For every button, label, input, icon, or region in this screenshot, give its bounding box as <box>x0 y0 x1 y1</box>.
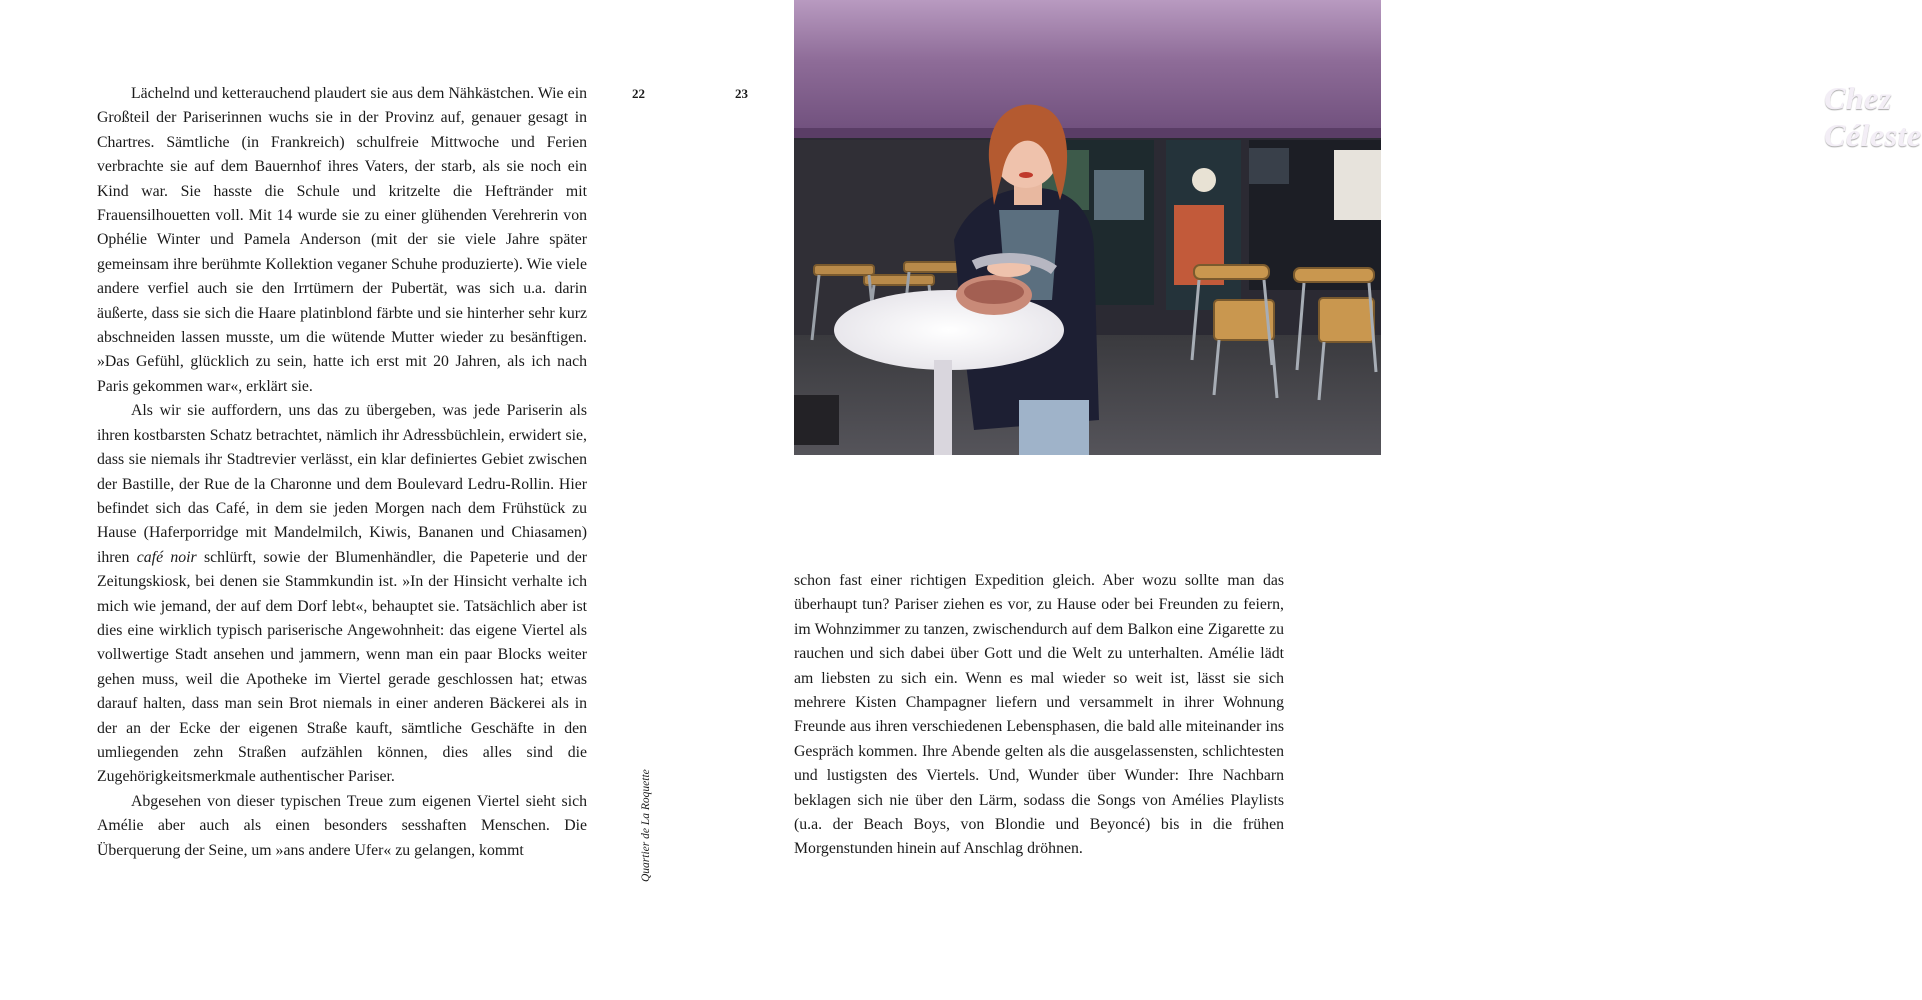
cafe-photo <box>794 0 1922 455</box>
left-page-text <box>97 82 587 863</box>
page-number-left: 22 <box>632 86 645 101</box>
paragraph-right: schon fast einer richtigen Expedition gleich. Aber wozu sollte man das überhaupt tun? Pariser ziehen es vor, zu Hause oder bei Freunden zu feiern, im Wohnzimmer zu tanzen, zwischendurch auf dem Balkon eine Zigarette zu rauchen und sich dabei über Gott und die Welt zu unterhalten. Amélie lädt am liebsten zu sich ein. Wenn es mal wieder so weit ist, lässt sie sich mehrere Kisten Champagner liefern und versammelt in ihrer Wohnung Freunde aus ihren verschiedenen Lebensphasen, die bald alle miteinander ins Gespräch kommen. Ihre Abende gelten als die ausgelassensten, schlichtesten und lustigsten des Viertels. Und, Wunder über Wunder: Ihre Nachbarn beklagen sich nie über den Lärm, sodass die Songs von Amélies Playlists (u.a. der Beach Boys, von Blondie und Beyoncé) bis in die frühen Morgenstunden hinein auf Anschlag dröhnen. <box>794 572 1284 858</box>
emphasis-cafe-noir: café noir <box>136 548 197 566</box>
paragraph-3: Abgesehen von dieser typischen Treue zum eigenen Viertel sieht sich Amélie aber auch als einen besonders sesshaften Menschen. Die Überquerung der Seine, um »ans andere Ufer« zu gelangen, kommt <box>97 792 587 859</box>
cafe-sign-text: Chez Céleste <box>1824 80 1922 153</box>
right-page-text <box>794 569 1284 862</box>
photo-illustration <box>794 0 1381 455</box>
paragraph-1: Lächelnd und ketterauchend plaudert sie aus dem Nähkästchen. Wie ein Großteil der Pariserinnen wuchs sie in der Provinz auf, genauer gesagt in Chartres. Sämtliche (in Frankreich) schulfreie Mittwoche und Ferien verbrachte sie auf dem Bauernhof ihres Vaters, der starb, als sie noch ein Kind war. Sie hasste die Schule und kritzelte die Heftränder mit Frauensilhouetten voll. Mit 14 wurde sie zu einer glühenden Verehrerin von Ophélie Winter und Pamela Anderson (mit der sie viele Jahre später gemeinsam ihre berühmte Kollektion veganer Schuhe produzierte). Wie viele andere verfiel auch sie den Irrtümern der Pubertät, was sich u.a. darin äußerte, dass sie sich die Haare platinblond färbte und sie hinterher sehr kurz abschneiden lassen musste, um die wütende Mutter wieder zu besänftigen. »Das Gefühl, glücklich zu sein, hatte ich erst mit 20 Jahren, als ich nach Paris gekommen war«, erklärt sie. <box>97 85 587 395</box>
page-number-right: 23 <box>735 86 748 101</box>
running-head: Quartier de La Roquette <box>640 769 652 882</box>
paragraph-2: Als wir sie auffordern, uns das zu übergeben, was jede Pariserin als ihren kostbarsten Schatz betrachtet, nämlich ihr Adressbüchlein, erwidert sie, dass sie niemals ihr Stadtrevier verlässt, ein klar definiertes Gebiet zwischen der Bastille, der Rue de la Charonne und dem Boulevard Ledru-Rollin. Hier befindet sich das Café, in dem sie jeden Morgen nach dem Frühstück zu Hause (Haferporridge mit Mandelmilch, Kiwis, Bananen und Chiasamen) ihren café noir schlürft, sowie der Blumenhändler, die Papeterie und der Zeitungskiosk, bei denen sie Stammkundin ist. »In der Hinsicht verhalte ich mich wie jemand, der auf dem Dorf lebt«, behauptet sie. Tatsächlich aber ist dies eine wirklich typisch pariserische Angewohnheit: das eigene Viertel als vollwertige Stadt ansehen und jammern, wenn man ein paar Blocks weiter gehen muss, weil die Apotheke im Viertel gerade geschlossen hat; etwas darauf halten, dass man sein Brot niemals in einer anderen Bäckerei als in der an der Ecke der eigenen Straße kauft, sämtliche Geschäfte in den umliegenden zehn Straßen aufzählen können, dies alles sind die Zugehörigkeitsmerkmale authentischer Pariser. <box>97 402 587 786</box>
